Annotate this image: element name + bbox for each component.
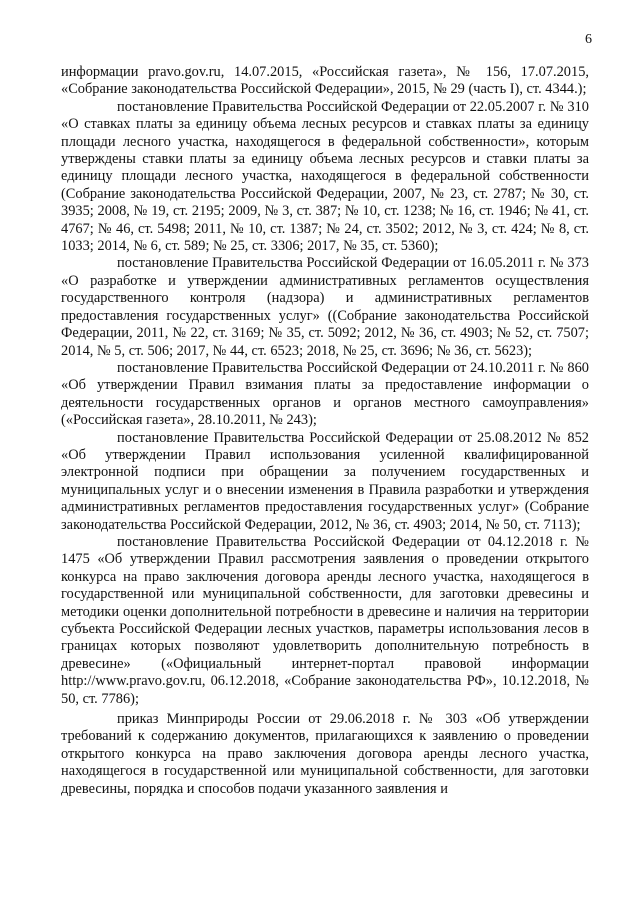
paragraph-continuation: информации pravo.gov.ru, 14.07.2015, «Российская газета», № 156, 17.07.2015, «Собрание законодательства Российской Федерации», 2015, № 29 (часть I), ст. 4344.);	[61, 64, 589, 98]
paragraph-decree-1475: постановление Правительства Российской Федерации от 04.12.2018 г. № 1475 «Об утверждении Правил рассмотрения заявления о проведении открытого конкурса на право заключения договора аренды лесного участка, находящегося в государственной или муниципальной собственности, для заготовки древесины и методики оценки дополнительной потребности в древесине и наличия на территории субъекта Российской Федерации лесных участков, параметры использования лесов в границах которых позволяют удовлетворить дополнительную потребность в древесине» («Официальный интернет-портал правовой информации http://www.pravo.gov.ru, 06.12.2018, «Собрание законодательства РФ», 10.12.2018, № 50, ст. 7786);	[61, 533, 589, 707]
paragraph-decree-852: постановление Правительства Российской Федерации от 25.08.2012 № 852 «Об утверждении Правил использования усиленной квалифицированной электронной подписи при обращении за получением государственных и муниципальных услуг и о внесении изменения в Правила разработки и утверждения административных регламентов предоставления государственных услуг» (Собрание законодательства Российской Федерации, 2012, № 36, ст. 4903; 2014, № 50, ст. 7113);	[61, 429, 589, 533]
paragraph-order-303: приказ Минприроды России от 29.06.2018 г. № 303 «Об утверждении требований к содержанию документов, прилагающихся к заявлению о проведении открытого конкурса на право заключения договора аренды лесного участка, находящегося в государственной или муниципальной собственности, для заготовки древесины, порядка и способов подачи указанного заявления и	[61, 711, 589, 797]
document-body	[61, 64, 589, 798]
paragraph-decree-860: постановление Правительства Российской Федерации от 24.10.2011 г. № 860 «Об утверждении Правил взимания платы за предоставление информации о деятельности государственных органов и органов местного самоуправления» («Российская газета», 28.10.2011, № 243);	[61, 359, 589, 429]
page-number: 6	[585, 32, 592, 47]
paragraph-decree-373: постановление Правительства Российской Федерации от 16.05.2011 г. № 373 «О разработке и утверждении административных регламентов осуществления государственного контроля (надзора) и административных регламентов предоставления государственных услуг» ((Собрание законодательства Российской Федерации, 2011, № 22, ст. 3169; № 35, ст. 5092; 2012, № 36, ст. 4903; № 52, ст. 7507; 2014, № 5, ст. 506; 2017, № 44, ст. 6523; 2018, № 25, ст. 3696; № 36, ст. 5623);	[61, 255, 589, 359]
paragraph-decree-310: постановление Правительства Российской Федерации от 22.05.2007 г. № 310 «О ставках платы за единицу объема лесных ресурсов и ставках платы за единицу площади лесного участка, находящегося в федеральной собственности», которым утверждены ставки платы за единицу объема лесных ресурсов и ставки платы за единицу площади лесного участка, находящегося в федеральной собственности (Собрание законодательства Российской Федерации, 2007, № 23, ст. 2787; № 30, ст. 3935; 2008, № 19, ст. 2195; 2009, № 3, ст. 387; № 10, ст. 1238; № 16, ст. 1946; № 41, ст. 4767; № 46, ст. 5498; 2011, № 10, ст. 1387; № 24, ст. 3502; 2012, № 3, ст. 424; № 8, ст. 1033; 2014, № 6, ст. 589; № 25, ст. 3306; 2017, № 35, ст. 5360);	[61, 98, 589, 255]
